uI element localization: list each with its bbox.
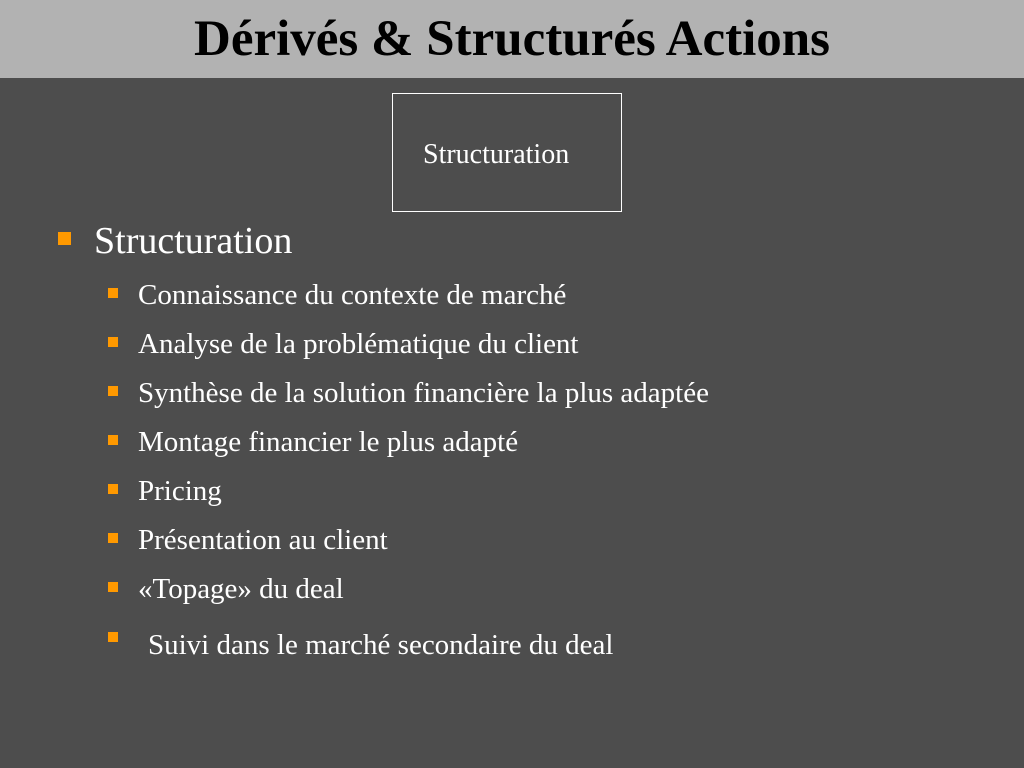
bullet-square-icon [108, 632, 118, 642]
bullet-square-icon [108, 435, 118, 445]
label-box [392, 93, 622, 212]
list-item-text: Présentation au client [138, 524, 388, 556]
bullet-square-icon [108, 533, 118, 543]
bullet-square-icon [108, 337, 118, 347]
list-item-text: Synthèse de la solution financière la plus adaptée [138, 377, 709, 409]
bullet-square-icon [108, 582, 118, 592]
bullet-square-icon [108, 386, 118, 396]
list-item-text: Montage financier le plus adapté [138, 426, 519, 458]
bullet-square-icon [108, 288, 118, 298]
list-item-text: Connaissance du contexte de marché [138, 279, 567, 311]
slide-title: Dérivés & Structurés Actions [194, 11, 830, 67]
list-item-text: Suivi dans le marché secondaire du deal [148, 629, 614, 661]
label-box-text: Structuration [423, 139, 570, 170]
sub-bullet-list [108, 277, 1008, 677]
list-item-text: Analyse de la problématique du client [138, 328, 579, 360]
title-bar [0, 0, 1024, 78]
bullet-label: Structuration [94, 220, 293, 262]
bullet-square-icon [58, 232, 71, 245]
list-item-text: «Topage» du deal [138, 573, 344, 605]
list-item-text: Pricing [138, 475, 222, 507]
bullet-square-icon [108, 484, 118, 494]
